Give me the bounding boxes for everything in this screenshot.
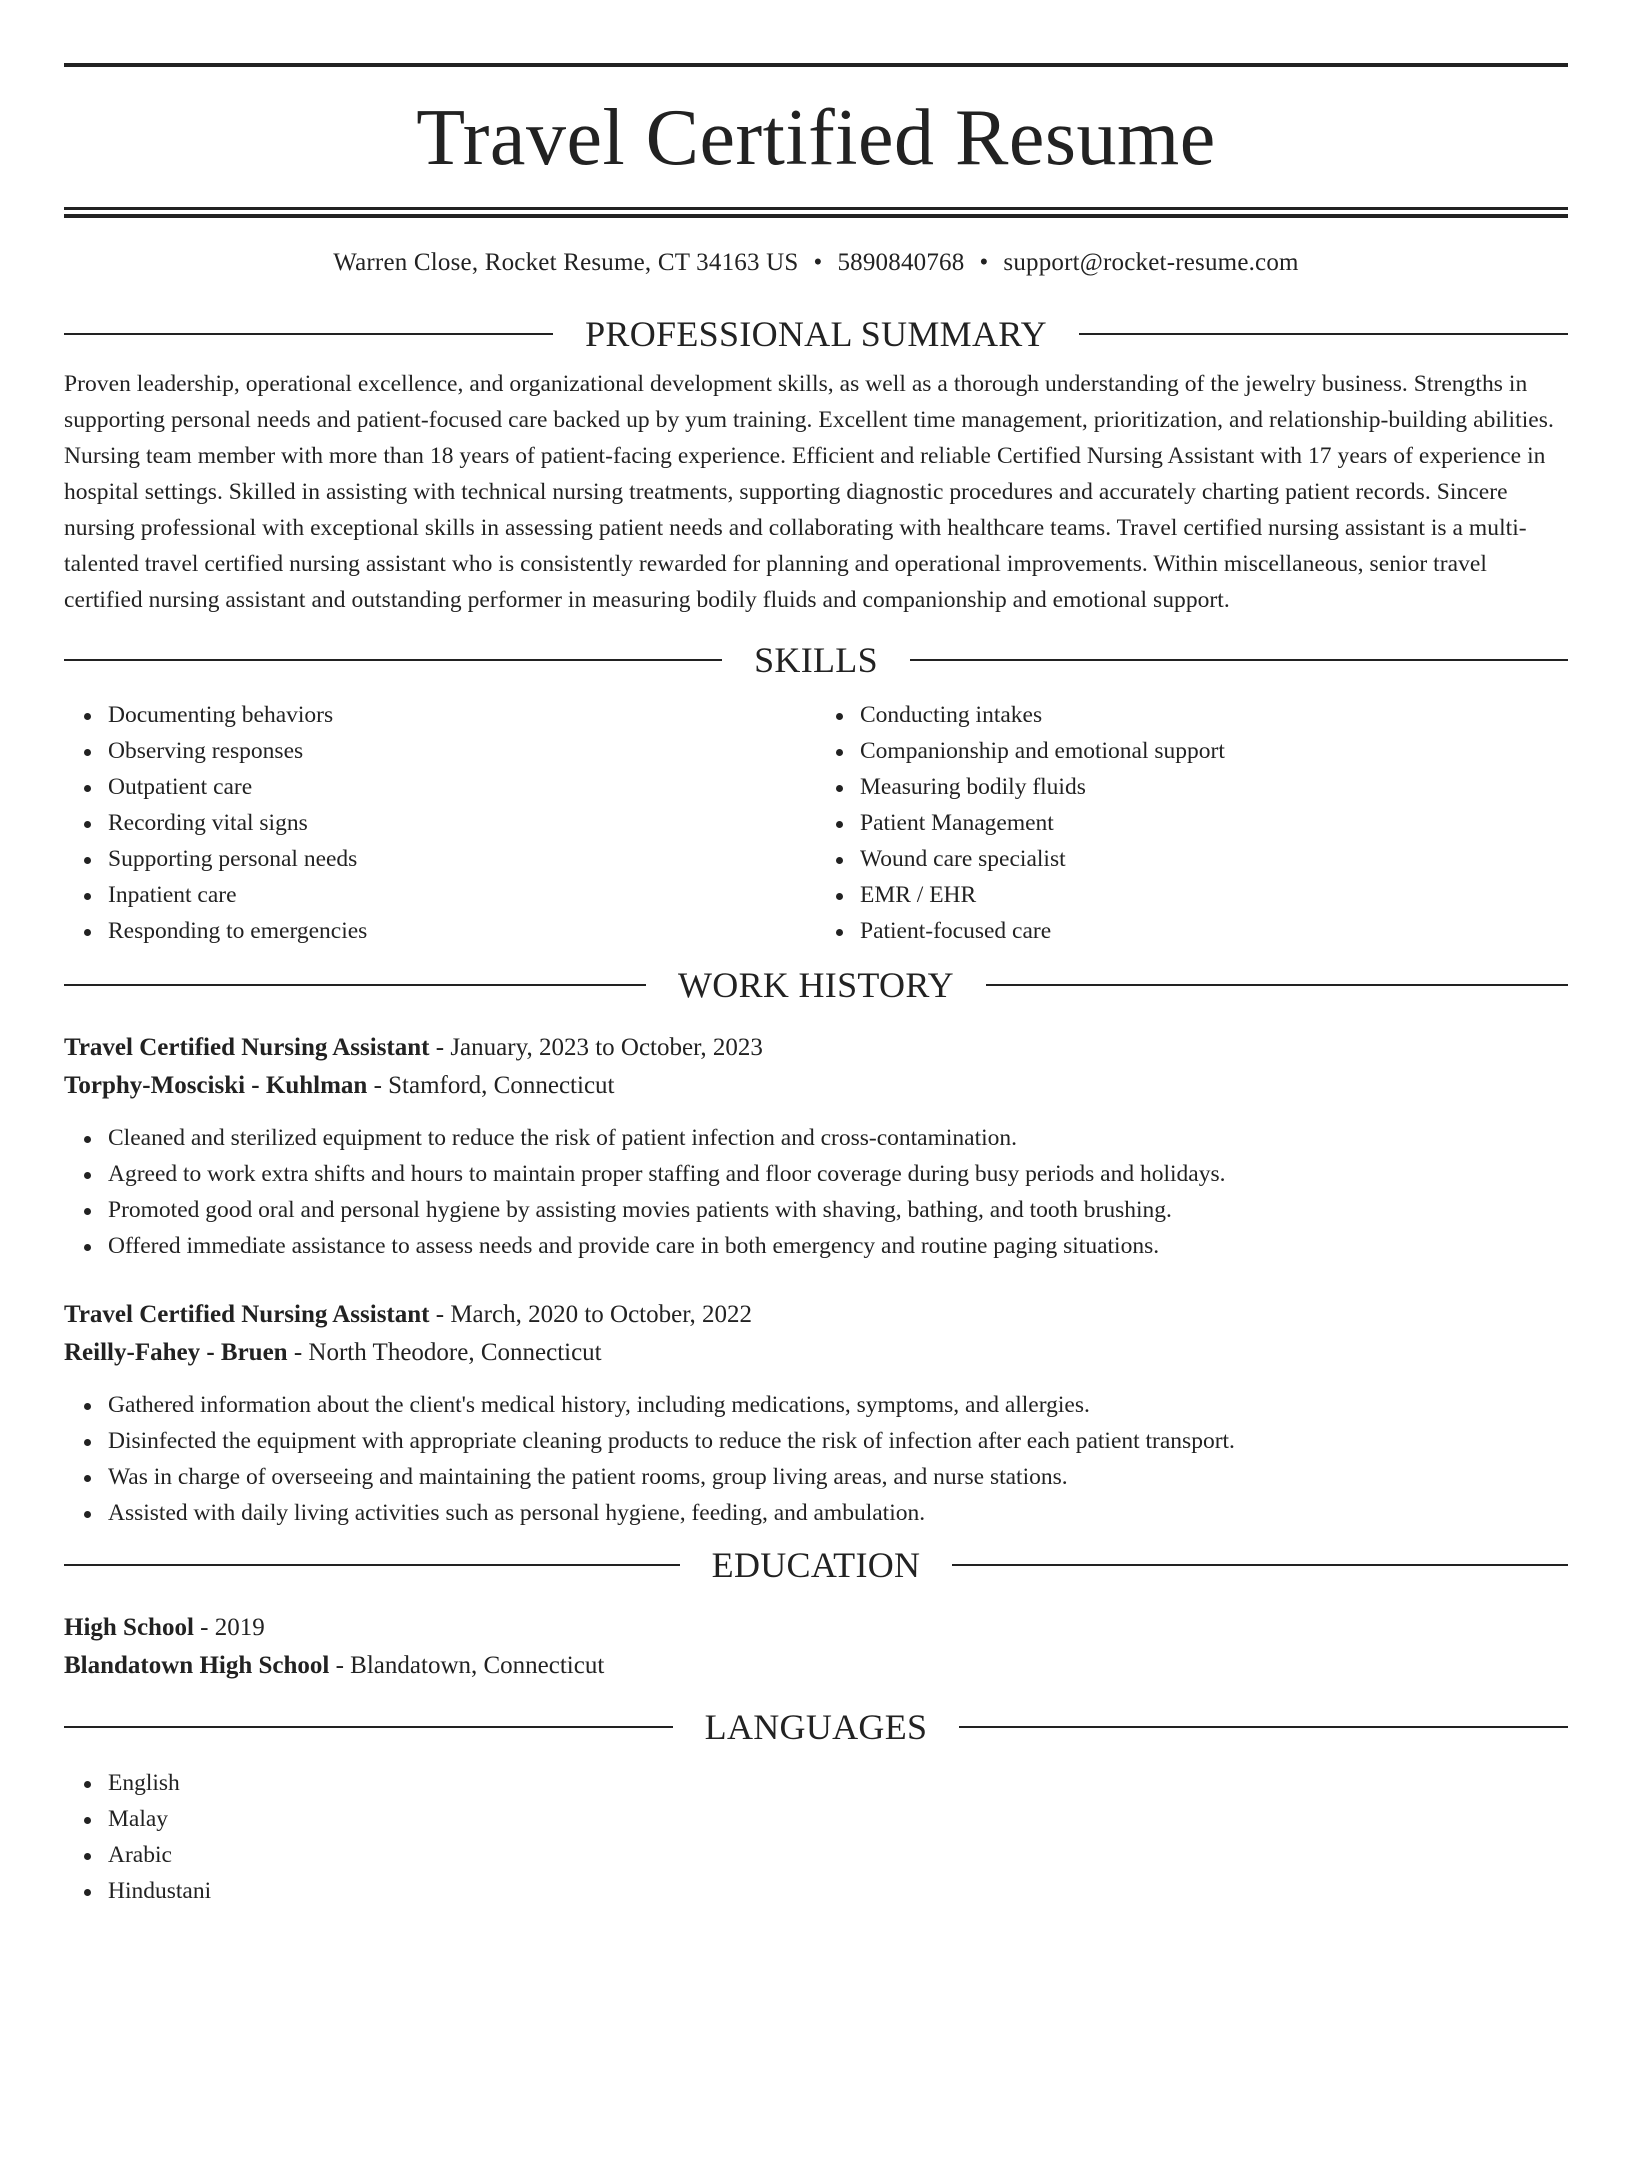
job-duty: Was in charge of overseeing and maintaining the patient rooms, group living areas, and nurse stations. <box>108 1459 1568 1495</box>
work-heading-label: WORK HISTORY <box>678 965 954 1005</box>
contact-separator: • <box>979 249 989 276</box>
education-degree: High School <box>64 1614 194 1641</box>
skill-item: Responding to emergencies <box>108 913 816 949</box>
job-title-line <box>64 1296 1568 1334</box>
contact-separator: • <box>813 249 823 276</box>
job-duties-list <box>64 1120 1568 1264</box>
heading-rule-right <box>910 659 1568 661</box>
skill-item: Measuring bodily fluids <box>860 769 1568 805</box>
job-duty: Disinfected the equipment with appropriate cleaning products to reduce the risk of infection after each patient transport. <box>108 1423 1568 1459</box>
skill-item: EMR / EHR <box>860 877 1568 913</box>
skills-list-right <box>816 697 1568 949</box>
job-duty: Assisted with daily living activities such as personal hygiene, feeding, and ambulation. <box>108 1495 1568 1531</box>
skill-item: Patient Management <box>860 805 1568 841</box>
language-item: Arabic <box>108 1837 1568 1873</box>
job-company: Reilly-Fahey - Bruen <box>64 1339 288 1366</box>
skills-columns <box>64 697 1568 949</box>
job-entry <box>64 1296 1568 1531</box>
education-section-heading <box>64 1545 1568 1585</box>
heading-rule-left <box>64 333 553 335</box>
summary-heading-label: PROFESSIONAL SUMMARY <box>585 314 1047 354</box>
summary-section-heading <box>64 314 1568 354</box>
skill-item: Patient-focused care <box>860 913 1568 949</box>
work-section-heading <box>64 965 1568 1005</box>
skill-item: Companionship and emotional support <box>860 733 1568 769</box>
skill-item: Wound care specialist <box>860 841 1568 877</box>
language-item: Hindustani <box>108 1873 1568 1909</box>
education-year: - 2019 <box>193 1614 265 1641</box>
contact-phone: 5890840768 <box>837 249 965 276</box>
job-company-line <box>64 1067 1568 1105</box>
skill-item: Recording vital signs <box>108 805 816 841</box>
heading-rule-left <box>64 1726 673 1728</box>
skill-item: Outpatient care <box>108 769 816 805</box>
job-duty: Gathered information about the client's medical history, including medications, symptoms, and allergies. <box>108 1387 1568 1423</box>
education-degree-line <box>64 1609 1568 1647</box>
language-item: Malay <box>108 1801 1568 1837</box>
education-entry <box>64 1609 1568 1685</box>
education-school: Blandatown High School <box>64 1652 330 1679</box>
double-rule <box>64 207 1568 218</box>
skill-item: Inpatient care <box>108 877 816 913</box>
skills-heading-label: SKILLS <box>754 640 878 680</box>
skill-item: Observing responses <box>108 733 816 769</box>
job-dates: - January, 2023 to October, 2023 <box>429 1034 763 1061</box>
education-school-line <box>64 1647 1568 1685</box>
job-location: - Stamford, Connecticut <box>367 1072 615 1099</box>
job-duties-list <box>64 1387 1568 1531</box>
heading-rule-right <box>959 1726 1568 1728</box>
job-location: - North Theodore, Connecticut <box>287 1339 602 1366</box>
languages-heading-label: LANGUAGES <box>704 1707 928 1747</box>
skill-item: Supporting personal needs <box>108 841 816 877</box>
job-duty: Offered immediate assistance to assess needs and provide care in both emergency and routine paging situations. <box>108 1228 1568 1264</box>
contact-address: Warren Close, Rocket Resume, CT 34163 US <box>333 249 799 276</box>
heading-rule-right <box>1079 333 1568 335</box>
education-location: - Blandatown, Connecticut <box>329 1652 605 1679</box>
job-duty: Promoted good oral and personal hygiene by assisting movies patients with shaving, bathing, and tooth brushing. <box>108 1192 1568 1228</box>
summary-text: Proven leadership, operational excellence, and organizational development skills, as well as a thorough understanding of the jewelry business. Strengths in supporting personal needs and patient-focused care backed up by yum training. Excellent time management, prioritization, and relationship-building abilities. Nursing team member with more than 18 years of patient-facing experience. Efficient and reliable Certified Nursing Assistant with 17 years of experience in hospital settings. Skilled in assisting with technical nursing treatments, supporting diagnostic procedures and accurately charting patient records. Sincere nursing professional with exceptional skills in assessing patient needs and collaborating with healthcare teams. Travel certified nursing assistant is a multi-talented travel certified nursing assistant who is consistently rewarded for planning and operational improvements. Within miscellaneous, senior travel certified nursing assistant and outstanding performer in measuring bodily fluids and companionship and emotional support. <box>64 371 1554 613</box>
job-duty: Cleaned and sterilized equipment to reduce the risk of patient infection and cross-contamination. <box>108 1120 1568 1156</box>
job-title-line <box>64 1029 1568 1067</box>
job-duty: Agreed to work extra shifts and hours to maintain proper staffing and floor coverage during busy periods and holidays. <box>108 1156 1568 1192</box>
languages-section-heading <box>64 1707 1568 1747</box>
skills-section-heading <box>64 640 1568 680</box>
job-entry <box>64 1029 1568 1264</box>
job-company-line <box>64 1334 1568 1372</box>
language-item: English <box>108 1765 1568 1801</box>
heading-rule-left <box>64 984 646 986</box>
education-heading-label: EDUCATION <box>711 1545 921 1585</box>
job-title: Travel Certified Nursing Assistant <box>64 1034 430 1061</box>
skill-item: Documenting behaviors <box>108 697 816 733</box>
heading-rule-right <box>952 1564 1568 1566</box>
job-title: Travel Certified Nursing Assistant <box>64 1301 430 1328</box>
job-company: Torphy-Mosciski - Kuhlman <box>64 1072 368 1099</box>
skill-item: Conducting intakes <box>860 697 1568 733</box>
job-dates: - March, 2020 to October, 2022 <box>429 1301 753 1328</box>
resume-title: Travel Certified Resume <box>416 94 1216 182</box>
top-rule <box>64 63 1568 67</box>
heading-rule-left <box>64 1564 680 1566</box>
heading-rule-left <box>64 659 722 661</box>
heading-rule-right <box>986 984 1568 986</box>
contact-email: support@rocket-resume.com <box>1003 249 1299 276</box>
resume-page <box>0 63 1632 2175</box>
contact-line <box>64 248 1568 278</box>
skills-list-left <box>64 697 816 949</box>
languages-list <box>64 1765 1568 1909</box>
